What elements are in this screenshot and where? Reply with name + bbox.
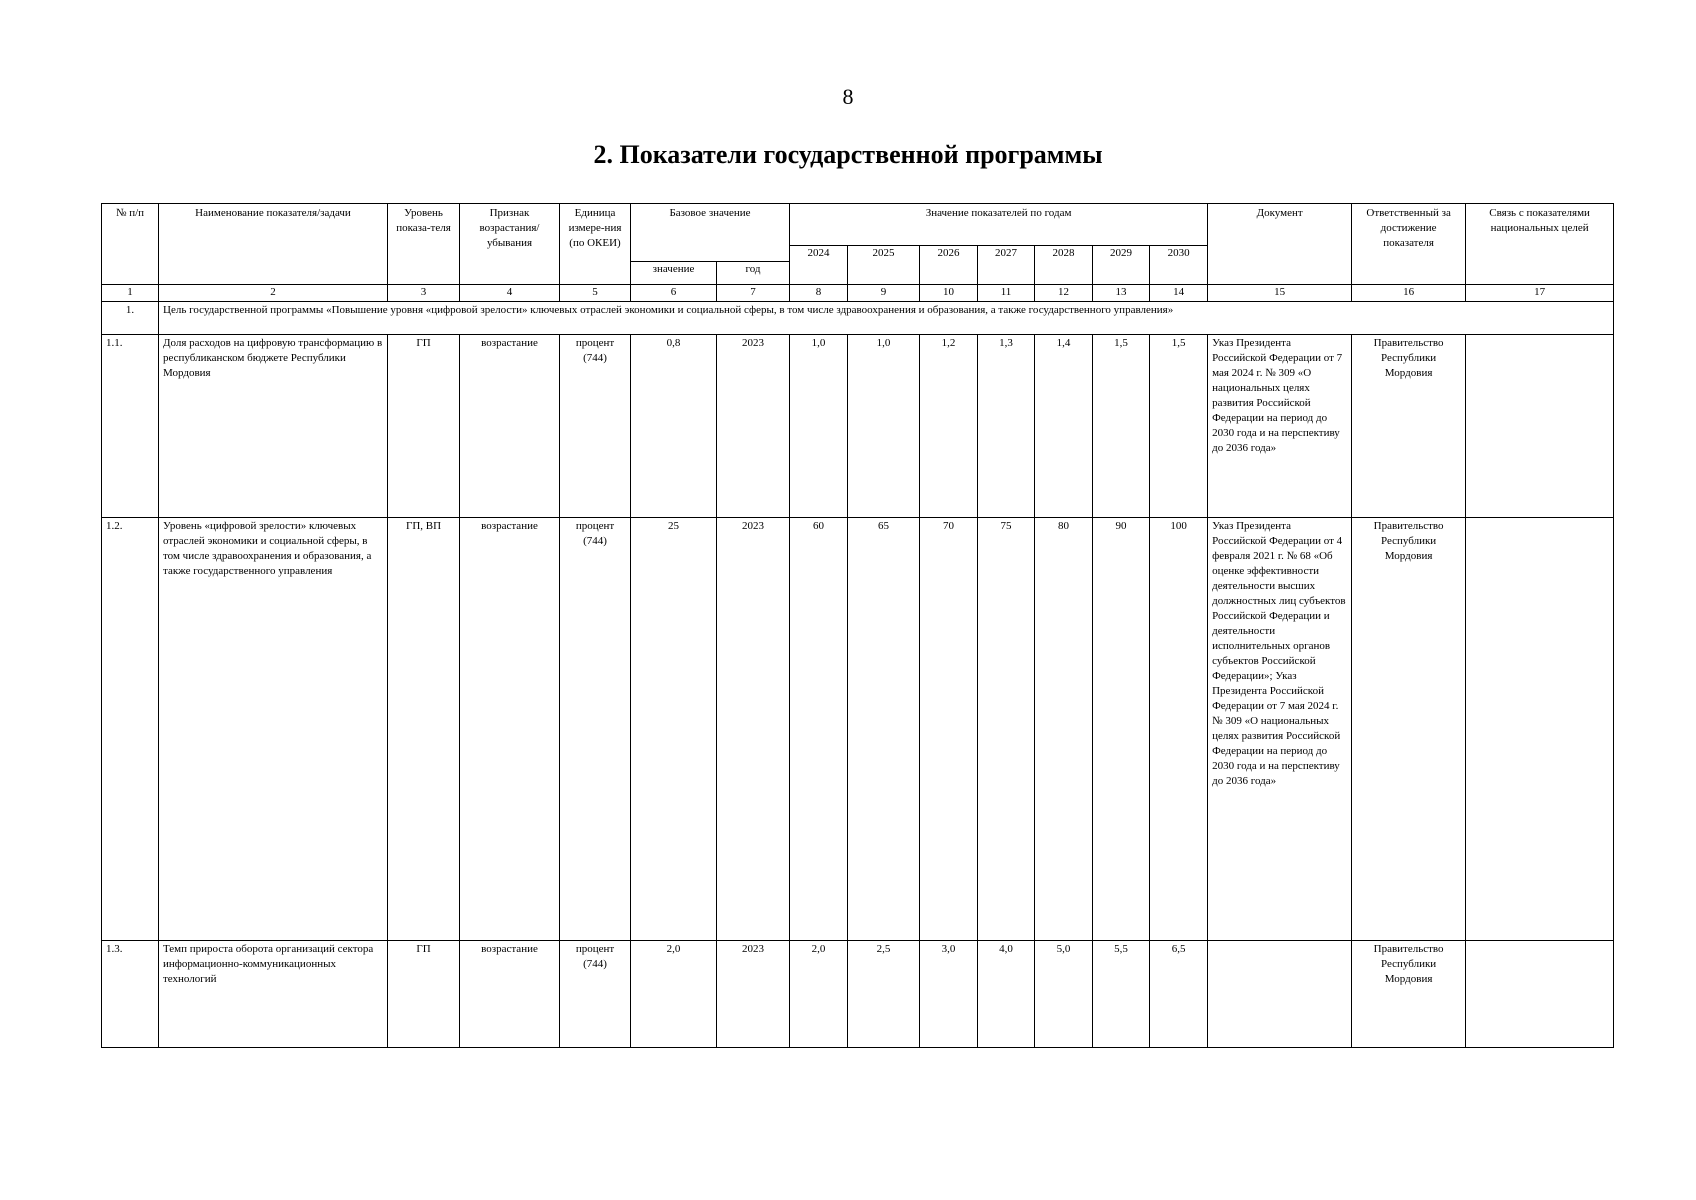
- row-value: 2,5: [848, 941, 920, 1048]
- column-number: 8: [790, 285, 848, 302]
- row-responsible: Правительство Республики Мордовия: [1352, 335, 1466, 518]
- row-link: [1466, 941, 1614, 1048]
- row-level: ГП, ВП: [388, 518, 460, 941]
- row-value: 60: [790, 518, 848, 941]
- column-number: 12: [1035, 285, 1093, 302]
- row-value: 4,0: [978, 941, 1035, 1048]
- row-value: 6,5: [1150, 941, 1208, 1048]
- row-value: 65: [848, 518, 920, 941]
- row-value: 2,0: [790, 941, 848, 1048]
- column-number: 5: [560, 285, 631, 302]
- row-name: Доля расходов на цифровую трансформацию в республиканском бюджете Республики Мордовия: [159, 335, 388, 518]
- header-year: 2027: [978, 246, 1035, 285]
- header-level: Уровень показа-теля: [388, 204, 460, 285]
- column-number: 1: [102, 285, 159, 302]
- page-number: 8: [842, 84, 854, 109]
- header-year: 2028: [1035, 246, 1093, 285]
- header-base-value: значение: [631, 262, 717, 285]
- row-value: 100: [1150, 518, 1208, 941]
- header-base-year: год: [717, 262, 790, 285]
- row-unit: процент (744): [560, 518, 631, 941]
- row-value: 1,0: [790, 335, 848, 518]
- row-value: 90: [1093, 518, 1150, 941]
- row-base-year: 2023: [717, 518, 790, 941]
- row-level: ГП: [388, 941, 460, 1048]
- row-base-value: 0,8: [631, 335, 717, 518]
- row-base-value: 2,0: [631, 941, 717, 1048]
- row-value: 1,2: [920, 335, 978, 518]
- row-name: Темп прироста оборота организаций сектора информационно-коммуникационных технологий: [159, 941, 388, 1048]
- row-num: 1.2.: [102, 518, 159, 941]
- column-number: 11: [978, 285, 1035, 302]
- header-year: 2030: [1150, 246, 1208, 285]
- row-sign: возрастание: [460, 335, 560, 518]
- row-base-value: 25: [631, 518, 717, 941]
- header-num: № п/п: [102, 204, 159, 285]
- header-name: Наименование показателя/задачи: [159, 204, 388, 285]
- row-document: Указ Президента Российской Федерации от 7 мая 2024 г. № 309 «О национальных целях развития Российской Федерации на период до 2030 года и на перспективу до 2036 года»: [1208, 335, 1352, 518]
- header-responsible: Ответственный за достижение показателя: [1352, 204, 1466, 285]
- column-number: 10: [920, 285, 978, 302]
- row-num: 1.1.: [102, 335, 159, 518]
- row-value: 1,3: [978, 335, 1035, 518]
- column-number: 6: [631, 285, 717, 302]
- row-value: 75: [978, 518, 1035, 941]
- row-level: ГП: [388, 335, 460, 518]
- row-value: 5,5: [1093, 941, 1150, 1048]
- header-year: 2024: [790, 246, 848, 285]
- row-base-year: 2023: [717, 335, 790, 518]
- column-number: 14: [1150, 285, 1208, 302]
- row-link: [1466, 518, 1614, 941]
- row-responsible: Правительство Республики Мордовия: [1352, 518, 1466, 941]
- column-number: 4: [460, 285, 560, 302]
- row-unit: процент (744): [560, 941, 631, 1048]
- table-row: [102, 941, 1614, 1048]
- row-unit: процент (744): [560, 335, 631, 518]
- column-number: 7: [717, 285, 790, 302]
- header-base: Базовое значение: [631, 204, 790, 262]
- column-number: 17: [1466, 285, 1614, 302]
- header-link: Связь с показателями национальных целей: [1466, 204, 1614, 285]
- row-value: 3,0: [920, 941, 978, 1048]
- header-by-years: Значение показателей по годам: [790, 204, 1208, 246]
- row-value: 70: [920, 518, 978, 941]
- column-number: 9: [848, 285, 920, 302]
- page-title: 2. Показатели государственной программы: [593, 140, 1103, 169]
- row-document: Указ Президента Российской Федерации от 4 февраля 2021 г. № 68 «Об оценке эффективности деятельности высших должностных лиц субъектов Российской Федерации и деятельности исполнительных органов субъектов Российской Федерации»; Указ Президента Российской Федерации от 7 мая 2024 г. № 309 «О национальных целях развития Российской Федерации на период до 2030 года и на перспективу до 2036 года»: [1208, 518, 1352, 941]
- column-number: 16: [1352, 285, 1466, 302]
- row-value: 80: [1035, 518, 1093, 941]
- column-number: 2: [159, 285, 388, 302]
- header-document: Документ: [1208, 204, 1352, 285]
- row-responsible: Правительство Республики Мордовия: [1352, 941, 1466, 1048]
- row-name: Уровень «цифровой зрелости» ключевых отраслей экономики и социальной сферы, в том числе здравоохранения и образования, а также государственного управления: [159, 518, 388, 941]
- table-row: [102, 335, 1614, 518]
- row-value: 1,5: [1150, 335, 1208, 518]
- column-number: 13: [1093, 285, 1150, 302]
- row-value: 1,4: [1035, 335, 1093, 518]
- goal-text: Цель государственной программы «Повышение уровня «цифровой зрелости» ключевых отраслей экономики и социальной сферы, в том числе здравоохранения и образования, а также государственного управления»: [159, 302, 1614, 335]
- column-number: 15: [1208, 285, 1352, 302]
- row-sign: возрастание: [460, 941, 560, 1048]
- row-link: [1466, 335, 1614, 518]
- header-year: 2026: [920, 246, 978, 285]
- header-unit: Единица измере-ния (по ОКЕИ): [560, 204, 631, 285]
- row-value: 1,0: [848, 335, 920, 518]
- header-sign: Признак возрастания/ убывания: [460, 204, 560, 285]
- goal-num: 1.: [102, 302, 159, 335]
- row-base-year: 2023: [717, 941, 790, 1048]
- row-sign: возрастание: [460, 518, 560, 941]
- indicators-table: [101, 203, 1614, 1048]
- column-number: 3: [388, 285, 460, 302]
- header-year: 2029: [1093, 246, 1150, 285]
- row-value: 1,5: [1093, 335, 1150, 518]
- row-num: 1.3.: [102, 941, 159, 1048]
- row-value: 5,0: [1035, 941, 1093, 1048]
- table-row: [102, 518, 1614, 941]
- row-document: [1208, 941, 1352, 1048]
- header-year: 2025: [848, 246, 920, 285]
